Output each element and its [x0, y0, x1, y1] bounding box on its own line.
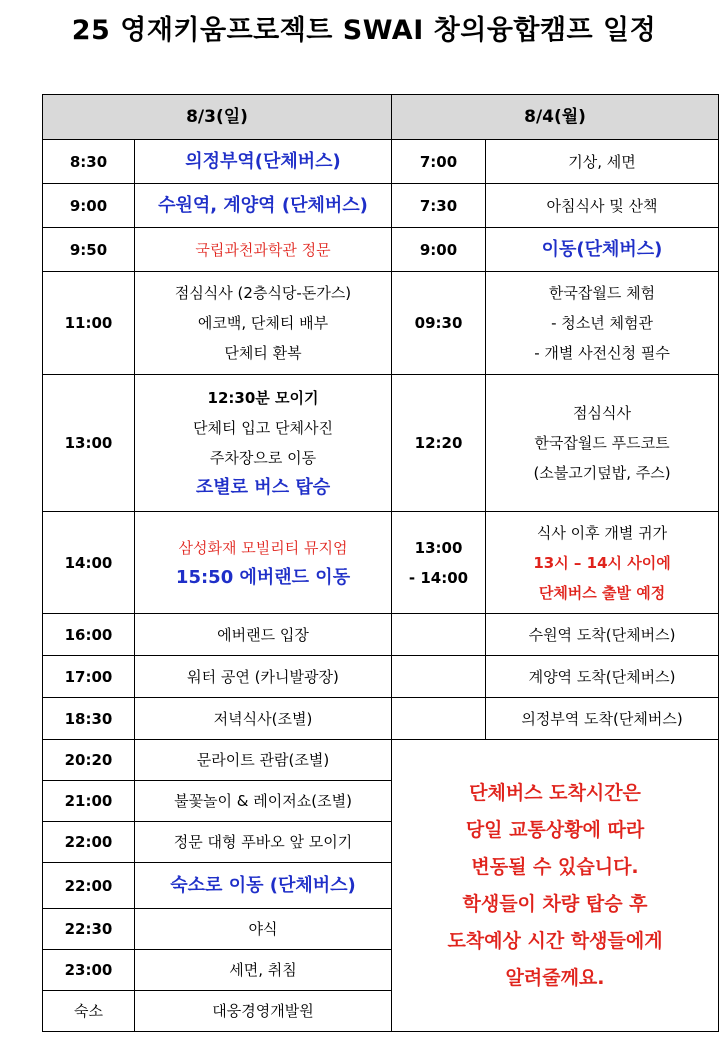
day1-event: [135, 228, 392, 272]
time-line: 13:00: [414, 538, 463, 557]
event-line: 의정부역(단체버스): [185, 150, 341, 172]
notice-line: 도착예상 시간 학생들에게: [447, 929, 663, 952]
day1-time: 숙소: [43, 991, 135, 1032]
day2-event: [486, 656, 719, 698]
day2-event: [486, 228, 719, 272]
day1-time: 9:50: [43, 228, 135, 272]
table-row: [43, 228, 719, 272]
event-line: 식사 이후 개별 귀가: [536, 523, 668, 542]
day1-time: 20:20: [43, 740, 135, 781]
event-line: 단체티 입고 단체사진: [193, 419, 333, 437]
day1-time: 16:00: [43, 614, 135, 656]
day1-event: [135, 184, 392, 228]
day2-time: [392, 512, 486, 614]
day1-time: 17:00: [43, 656, 135, 698]
day2-event: [486, 272, 719, 375]
day1-event: [135, 272, 392, 375]
event-line: 12:30분 모이기: [207, 389, 319, 407]
time-line: - 14:00: [408, 568, 469, 587]
day2-event: [486, 184, 719, 228]
notice-line: 알려줄께요.: [505, 966, 605, 989]
event-line: 점심식사 (2층식당-돈가스): [174, 284, 352, 302]
event-line: 주차장으로 이동: [209, 449, 317, 467]
event-line: - 개별 사전신청 필수: [534, 344, 670, 362]
table-row: [43, 698, 719, 740]
day2-event: [486, 698, 719, 740]
day2-time: [392, 614, 486, 656]
event-line: 문라이트 관람(조별): [196, 751, 330, 769]
day1-time: 11:00: [43, 272, 135, 375]
event-line: 한국잡월드 푸드코트: [534, 434, 670, 452]
event-line: 아침식사 및 산책: [546, 196, 658, 215]
event-line: 워터 공연 (카니발광장): [187, 667, 339, 686]
table-row: [43, 656, 719, 698]
day1-event: [135, 656, 392, 698]
day1-event: [135, 614, 392, 656]
event-line: 의정부역 도착(단체버스): [521, 709, 683, 728]
event-line: 13시 – 14시 사이에: [533, 553, 671, 572]
day1-event: [135, 950, 392, 991]
table-row: [43, 272, 719, 375]
event-line: 조별로 버스 탑승: [195, 477, 331, 498]
notice-line: 당일 교통상황에 따라: [465, 818, 645, 841]
schedule-table: [42, 94, 719, 1032]
day2-time: 7:30: [392, 184, 486, 228]
table-row: [43, 614, 719, 656]
day1-event: [135, 740, 392, 781]
event-line: 이동(단체버스): [541, 238, 663, 260]
day1-time: 9:00: [43, 184, 135, 228]
table-row: [43, 184, 719, 228]
event-line: 단체티 환복: [224, 344, 302, 362]
header-row: [43, 95, 719, 140]
event-line: 정문 대형 푸바오 앞 모이기: [173, 833, 353, 851]
bus-notice: [392, 740, 719, 1032]
day1-event: [135, 991, 392, 1032]
event-line: 세면, 취침: [229, 961, 297, 979]
day2-event: [486, 140, 719, 184]
day2-time: 12:20: [392, 375, 486, 512]
event-line: 에버랜드 입장: [217, 625, 309, 644]
day1-time: 22:00: [43, 822, 135, 863]
event-line: 단체버스 출발 예정: [538, 583, 666, 602]
day2-time: 9:00: [392, 228, 486, 272]
day1-time: 8:30: [43, 140, 135, 184]
event-line: 국립과천과학관 정문: [195, 240, 331, 259]
day1-time: 23:00: [43, 950, 135, 991]
day1-time: 14:00: [43, 512, 135, 614]
day1-event: [135, 822, 392, 863]
day1-event: [135, 512, 392, 614]
day1-header: 8/3(일): [43, 95, 392, 140]
notice-line: 변동될 수 있습니다.: [471, 855, 639, 878]
day2-time: [392, 656, 486, 698]
event-line: 숙소로 이동 (단체버스): [170, 874, 356, 896]
event-line: 기상, 세면: [568, 152, 636, 171]
event-line: 삼성화재 모빌리티 뮤지엄: [178, 538, 348, 557]
event-line: 점심식사: [573, 404, 631, 422]
table-row: [43, 512, 719, 614]
event-line: 에코백, 단체티 배부: [197, 314, 329, 332]
day2-time: [392, 698, 486, 740]
day1-event: [135, 863, 392, 909]
table-row: [43, 375, 719, 512]
day2-event: [486, 512, 719, 614]
table-row: [43, 740, 719, 781]
day1-time: 13:00: [43, 375, 135, 512]
day1-event: [135, 781, 392, 822]
event-line: (소불고기덮밥, 주스): [533, 464, 671, 482]
event-line: 저녁식사(조별): [213, 709, 313, 728]
table-row: [43, 140, 719, 184]
event-line: 계양역 도착(단체버스): [528, 667, 676, 686]
event-line: 불꽃놀이 & 레이저쇼(조별): [174, 792, 352, 810]
event-line: 한국잡월드 체험: [548, 284, 656, 302]
day2-event: [486, 614, 719, 656]
notice-line: 단체버스 도착시간은: [469, 781, 641, 804]
day1-time: 22:30: [43, 909, 135, 950]
notice-line: 학생들이 차량 탑승 후: [462, 892, 648, 915]
day1-time: 21:00: [43, 781, 135, 822]
day1-event: [135, 140, 392, 184]
event-line: 야식: [248, 920, 278, 938]
page-title: 25 영재키움프로젝트 SWAI 창의융합캠프 일정: [71, 15, 657, 46]
day2-time: 09:30: [392, 272, 486, 375]
event-line: 대웅경영개발원: [212, 1002, 314, 1020]
day1-event: [135, 698, 392, 740]
event-line: 수원역, 계양역 (단체버스): [158, 194, 368, 216]
event-line: 15:50 에버랜드 이동: [175, 566, 351, 588]
day2-header: 8/4(월): [392, 95, 719, 140]
day2-time: 7:00: [392, 140, 486, 184]
event-line: - 청소년 체험관: [551, 314, 653, 332]
day1-event: [135, 375, 392, 512]
day1-time: 22:00: [43, 863, 135, 909]
day2-event: [486, 375, 719, 512]
day1-time: 18:30: [43, 698, 135, 740]
day1-event: [135, 909, 392, 950]
event-line: 수원역 도착(단체버스): [528, 625, 676, 644]
